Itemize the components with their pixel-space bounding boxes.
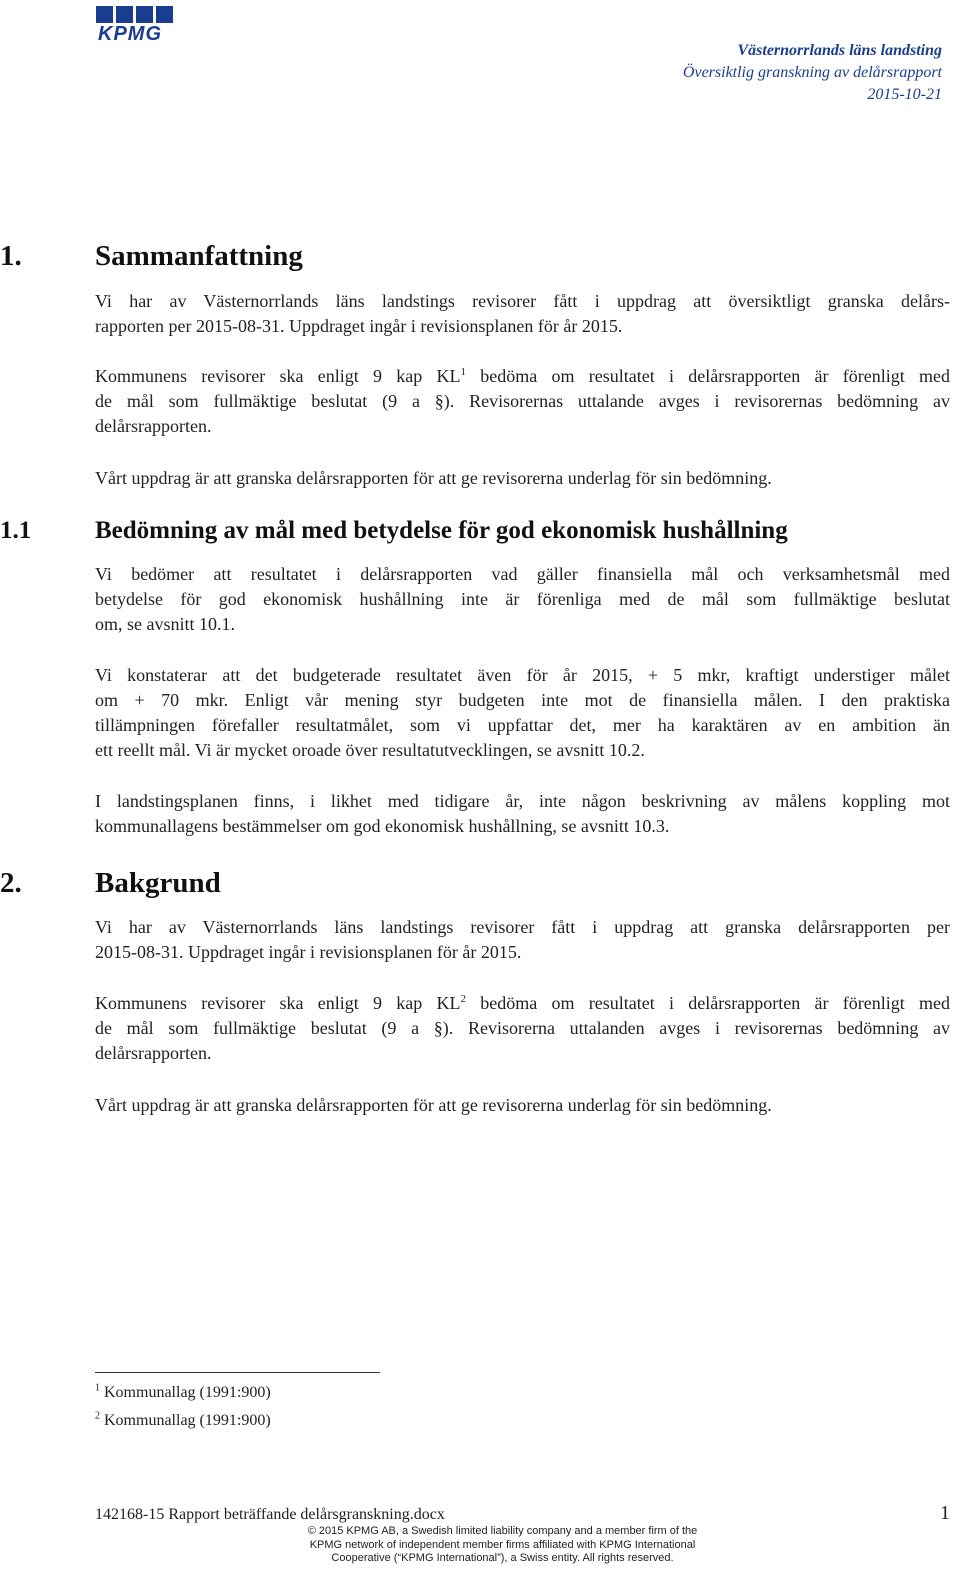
text-line: de mål som fullmäktige beslutat (9 a §). Revisorernas uttalande avges i revisorernas bedömning av bbox=[95, 391, 950, 411]
text-line: delårsrapporten. bbox=[95, 1043, 212, 1063]
footnote bbox=[95, 1383, 271, 1403]
paragraph bbox=[95, 1093, 950, 1118]
footer-filename: 142168-15 Rapport beträffande delårsgranskning.docx bbox=[95, 1506, 445, 1523]
page-number: 1 bbox=[940, 1502, 950, 1524]
footnote-ref: 1 bbox=[460, 366, 467, 378]
text-line: rapporten per 2015-08-31. Uppdraget ingår i revisionsplanen för år 2015. bbox=[95, 316, 623, 336]
paragraph bbox=[95, 562, 950, 637]
header-date: 2015-10-21 bbox=[867, 86, 942, 103]
text-line: Vårt uppdrag är att granska delårsrapporten för att ge revisorerna underlag för sin bedömning. bbox=[95, 468, 772, 488]
footnote-text: Kommunallag (1991:900) bbox=[104, 1384, 271, 1401]
footnote-mark: 2 bbox=[95, 1410, 100, 1422]
text-line: Vårt uppdrag är att granska delårsrapporten för att ge revisorerna underlag för sin bedömning. bbox=[95, 1095, 772, 1115]
paragraph bbox=[95, 991, 950, 1066]
paragraph bbox=[95, 289, 950, 339]
copyright-line: © 2015 KPMG AB, a Swedish limited liability company and a member firm of the bbox=[307, 1525, 698, 1537]
text-line: 2015-08-31. Uppdraget ingår i revisionsplanen för år 2015. bbox=[95, 942, 522, 962]
text-line: Vi bedömer att resultatet i delårsrapporten vad gäller finansiella mål och verksamhetsmål med bbox=[95, 564, 950, 584]
footer-copyright bbox=[290, 1525, 715, 1566]
text-line: ett reellt mål. Vi är mycket oroade över resultatutvecklingen, se avsnitt 10.2. bbox=[95, 740, 645, 760]
page-header bbox=[683, 40, 942, 106]
header-org: Västernorrlands läns landsting bbox=[737, 42, 942, 59]
text-line: kommunallagens bestämmelser om god ekonomisk hushållning, se avsnitt 10.3. bbox=[95, 816, 670, 836]
copyright-line: Cooperative (“KPMG International”), a Swiss entity. All rights reserved. bbox=[331, 1552, 674, 1564]
footnote bbox=[95, 1411, 271, 1431]
kpmg-logo bbox=[94, 4, 182, 42]
paragraph bbox=[95, 663, 950, 763]
text-line: Vi har av Västernorrlands läns landstings revisorer fått i uppdrag att översiktligt granska delårs- bbox=[95, 291, 950, 311]
text-line: delårsrapporten. bbox=[95, 416, 212, 436]
paragraph bbox=[95, 466, 950, 491]
heading-title: Sammanfattning bbox=[95, 240, 303, 272]
copyright-line: KPMG network of independent member firms affiliated with KPMG International bbox=[309, 1538, 696, 1551]
footnote-text: Kommunallag (1991:900) bbox=[104, 1412, 271, 1429]
text-line: om + 70 mkr. Enligt vår mening styr budgeten inte mot de finansiella målen. I den praktiska bbox=[95, 690, 950, 710]
heading-number: 1.1 bbox=[0, 517, 32, 544]
text-line: Vi konstaterar att det budgeterade resultatet även för år 2015, + 5 mkr, kraftigt understiger målet bbox=[95, 665, 950, 685]
text-line: Kommunens revisorer ska enligt 9 kap $KL^2$ bedöma om resultatet i delårsrapporten är förenligt med bbox=[95, 993, 950, 1013]
heading-title: Bakgrund bbox=[95, 867, 221, 899]
text-line: de mål som fullmäktige beslutat (9 a §). Revisorerna uttalanden avges i revisorernas bedömning av bbox=[95, 1018, 950, 1038]
text-line: I landstingsplanen finns, i likhet med tidigare år, inte någon beskrivning av målens koppling mot bbox=[95, 791, 950, 811]
text-line: tillämpningen förefaller resultatmålet, som vi uppfattar det, mer ha karaktären av en ambition än bbox=[95, 715, 950, 735]
text-line: Vi har av Västernorrlands läns landstings revisorer fått i uppdrag att granska delårsrapporten per bbox=[95, 917, 950, 937]
svg-text:KPMG: KPMG bbox=[98, 23, 162, 42]
text-line: Kommunens revisorer ska enligt 9 kap $KL^1$ bedöma om resultatet i delårsrapporten är förenligt med bbox=[95, 366, 950, 386]
paragraph bbox=[95, 789, 950, 839]
text-line: betydelse för god ekonomisk hushållning inte är förenliga med de mål som fullmäktige beslutat bbox=[95, 589, 950, 609]
heading-title: Bedömning av mål med betydelse för god ekonomisk hushållning bbox=[95, 517, 788, 544]
footnote-ref: 2 bbox=[460, 993, 467, 1005]
paragraph bbox=[95, 915, 950, 965]
paragraph bbox=[95, 364, 950, 439]
header-doc-title: Översiktlig granskning av delårsrapport bbox=[682, 64, 942, 81]
heading-number: 1. bbox=[0, 240, 22, 272]
heading-number: 2. bbox=[0, 867, 22, 899]
text-line: om, se avsnitt 10.1. bbox=[95, 614, 235, 634]
footnote-separator bbox=[95, 1372, 380, 1373]
footnote-mark: 1 bbox=[95, 1382, 100, 1394]
